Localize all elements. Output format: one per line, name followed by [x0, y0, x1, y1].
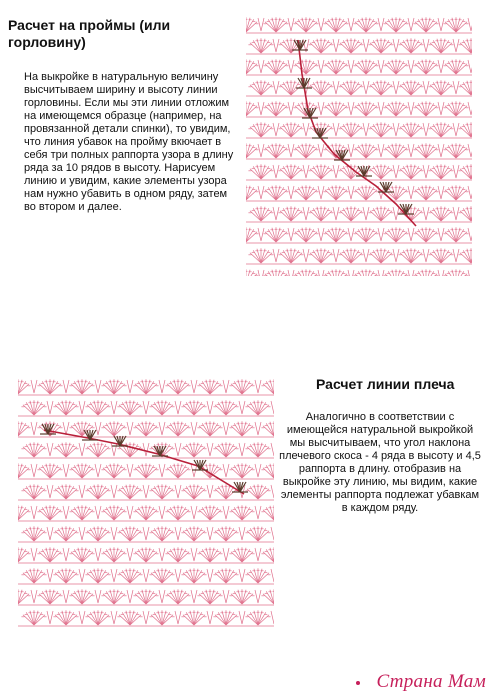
- pattern-grid: [18, 379, 274, 626]
- armhole-heading: Расчет на проймы (или горловину): [8, 17, 171, 50]
- watermark-dot: [356, 681, 360, 685]
- armhole-text: На выкройке в натуральную величину высчитываем ширину и высоту линии горловины. Если мы эти линии отложим на имеющемся образце (например, на провязанной детали спинки), то увидим, что линия убавок на пройму вкючает в себя три полных раппорта узора в длину ряда за 10 рядов в высоту. Нарисуем линию и увидим, какие элементы узора нам нужно убавить в одном ряду, затем во втором и далее.: [24, 71, 234, 213]
- shoulder-text: Аналогично в соответствии с имеющейся натуральной выкройкой мы высчитываем, что угол наклона плечевого скоса - 4 ряда в высоту и 4,5 раппорта в длину. отобразив на выкройке эту линию, мы видим, какие элементы раппорта подлежат убавкам в каждом ряду.: [279, 411, 481, 514]
- shoulder-crochet-chart: [18, 376, 274, 628]
- site-watermark: Страна Мам: [376, 671, 486, 692]
- shoulder-heading: Расчет линии плеча: [316, 376, 455, 392]
- armhole-crochet-chart: [246, 14, 472, 276]
- pattern-grid: [246, 17, 472, 276]
